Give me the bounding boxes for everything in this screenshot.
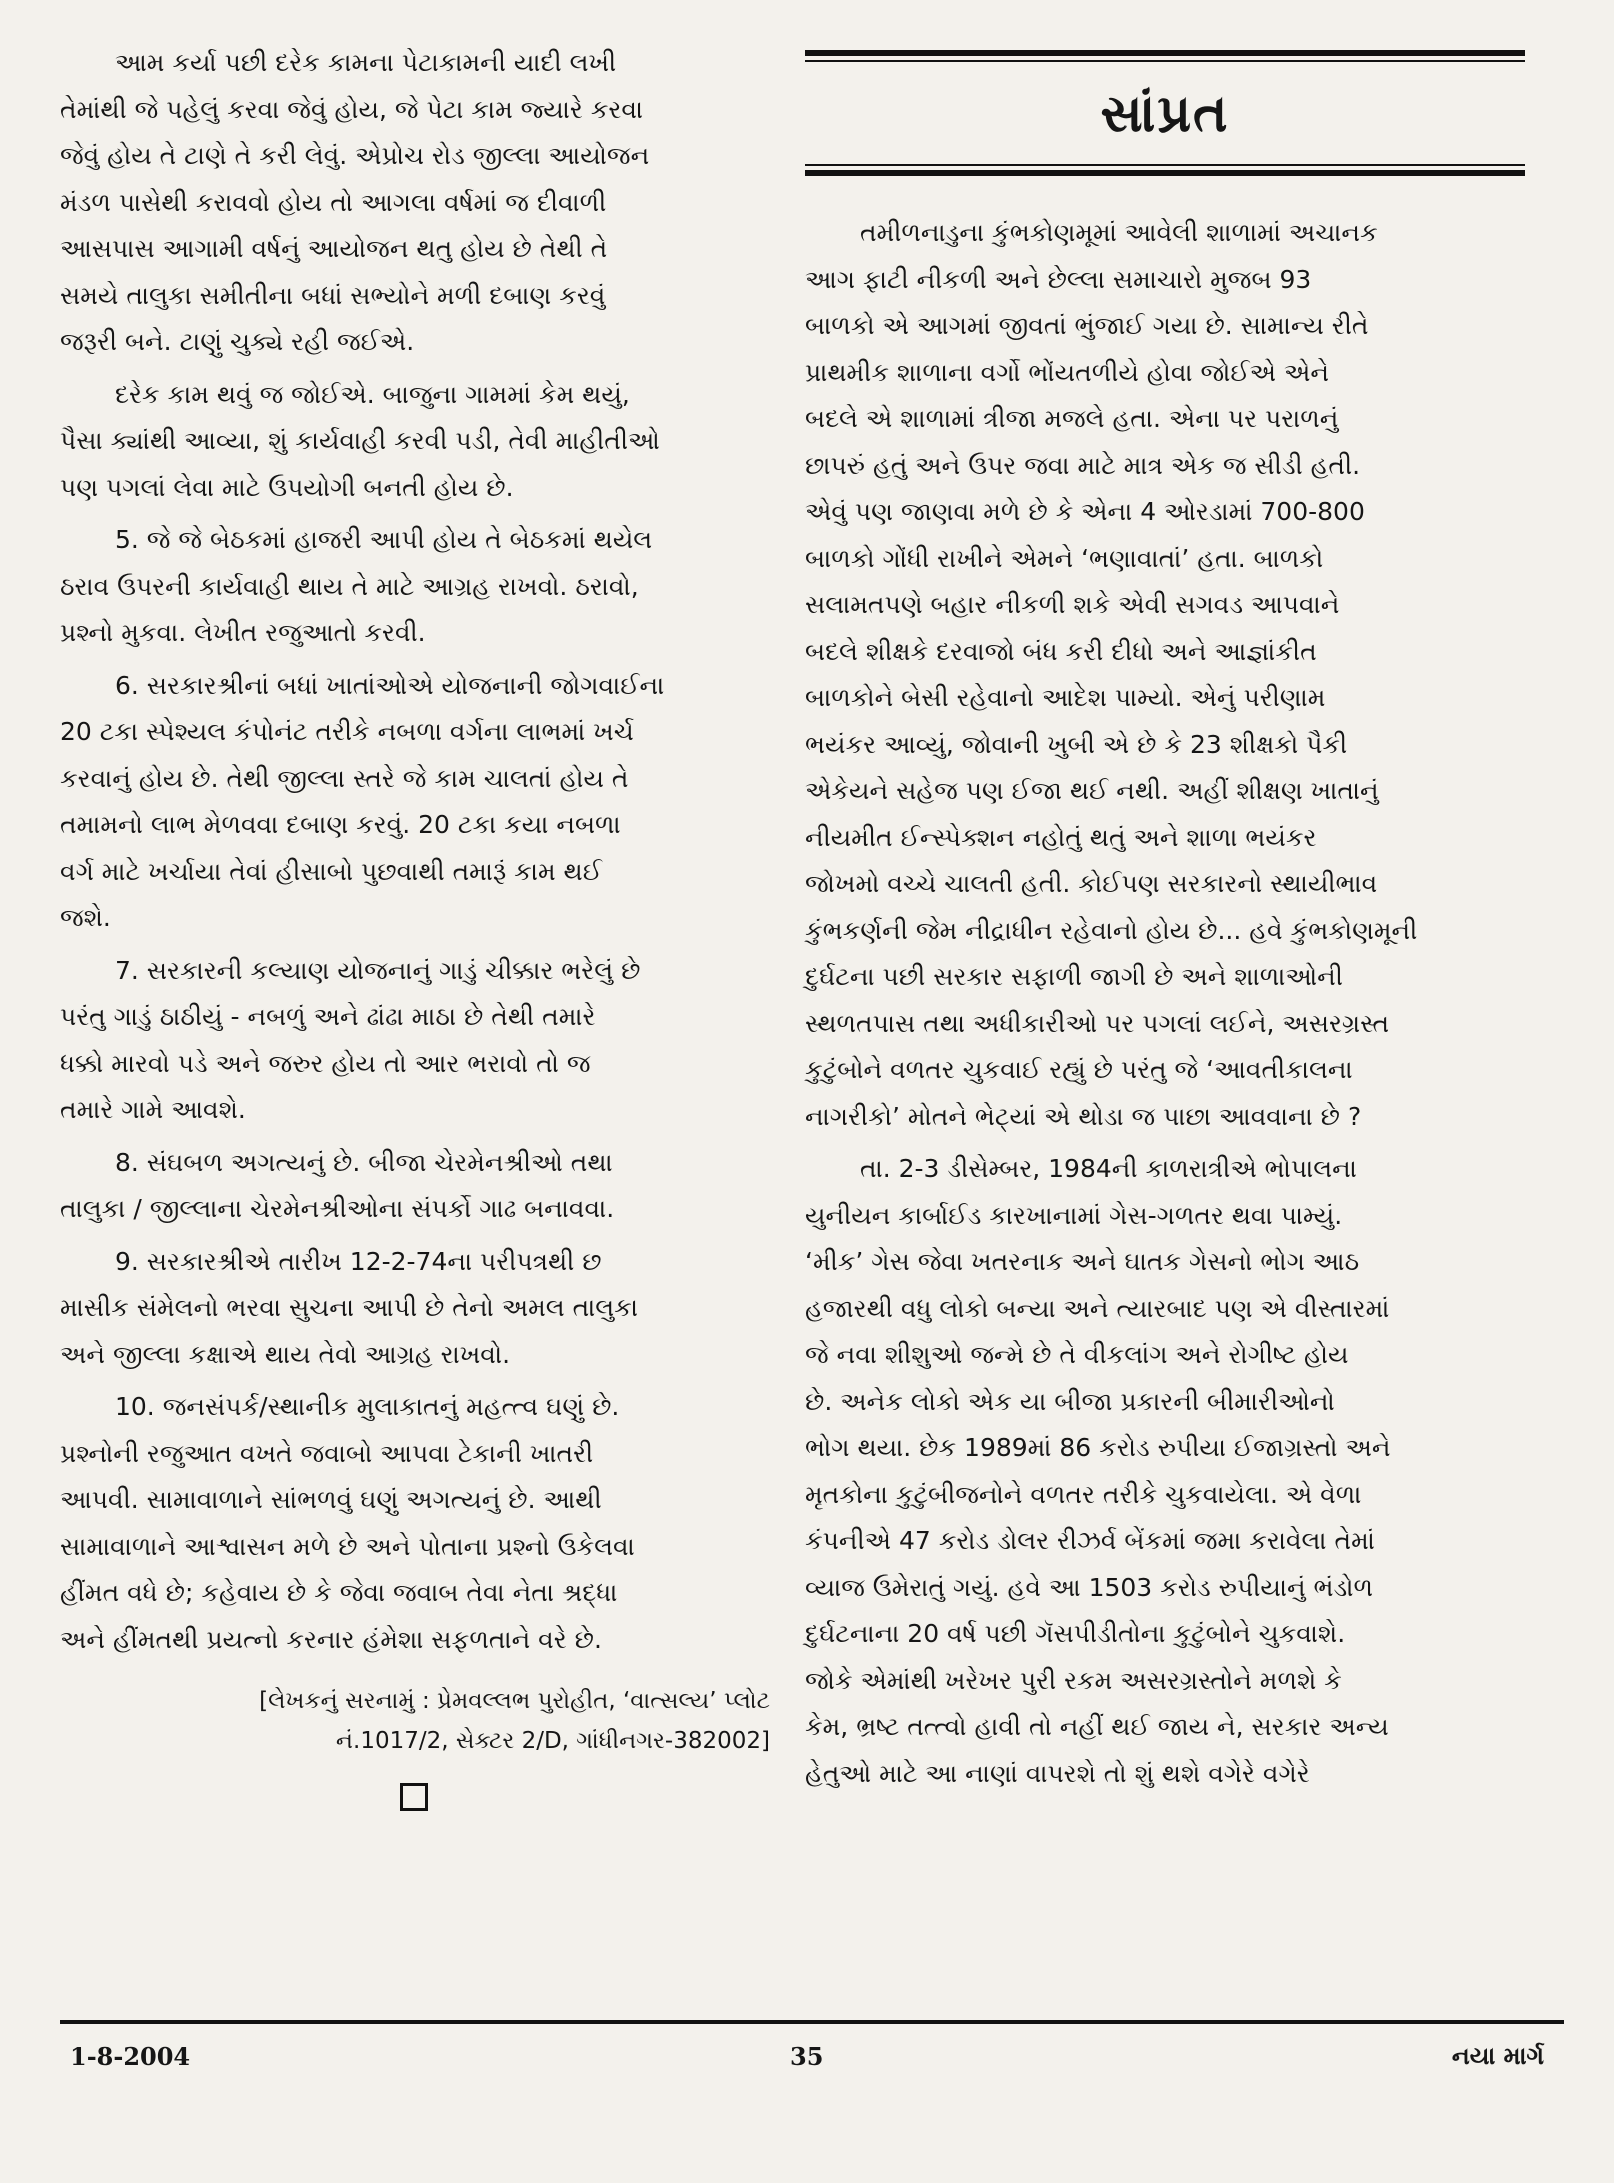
left-paragraph-1: આમ કર્યા પછી દરેક કામના પેટાકામની યાદી લખી તેમાંથી જે પહેલું કરવા જેવું હોય, જે પેટા કામ જ્યારે કરવા જેવું હોય તે ટાણે તે કરી લેવું. એપ્રોચ રોડ જીલ્લા આયોજન મંડળ પાસેથી કરાવવો હોય તો આગલા વર્ષમાં જ દીવાળી આસપાસ આગામી વર્ષનું આયોજન થતુ હોય છે તેથી તે સમયે તાલુકા સમીતીના બધાં સભ્યોને મળી દબાણ કરવું જરૂરી બને. ટાણું ચુક્યે રહી જઈએ. [60, 48, 650, 356]
header-rule-top-thin [805, 60, 1525, 62]
right-paragraph-2: તા. 2-3 ડીસેમ્બર, 1984ની કાળરાત્રીએ ભોપાલના યુનીયન કાર્બાઈડ કારખાનામાં ગેસ-ગળતર થવા પામ્યું. ‘મીક’ ગેસ જેવા ખતરનાક અને ઘાતક ગેસનો ભોગ આઠ હજારથી વધુ લોકો બન્યા અને ત્યારબાદ પણ એ વીસ્તારમાં જે નવા શીશુઓ જન્મે છે તે વીકલાંગ અને રોગીષ્ટ હોય છે. અનેક લોકો એક યા બીજા પ્રકારની બીમારીઓનો ભોગ થયા. છેક 1989માં 86 કરોડ રુપીયા ઈજાગ્રસ્તો અને મૃતકોના કુટુંબીજનોને વળતર તરીકે ચુકવાયેલા. એ વેળા કંપનીએ 47 કરોડ ડોલર રીઝર્વ બેંકમાં જમા કરાવેલા તેમાં વ્યાજ ઉમેરાતું ગયું. હવે આ 1503 કરોડ રુપીયાનું ભંડોળ દુર્ઘટનાના 20 વર્ષ પછી ગૅસપીડીતોના કુટુંબોને ચુકવાશે. જોકે એમાંથી ખરેખર પુરી રકમ અસરગ્રસ્તોને મળશે કે કેમ, ભ્રષ્ટ તત્ત્વો હાવી તો નહીં થઈ જાય ને, સરકાર અન્ય હેતુઓ માટે આ નાણાં વાપરશે તો શું થશે વગેરે વગેરે [805, 1154, 1391, 1788]
left-paragraph-7: 9. સરકારશ્રીએ તારીખ 12-2-74ના પરીપત્રથી છ માસીક સંમેલનો ભરવા સુચના આપી છે તેનો અમલ તાલુકા અને જીલ્લા કક્ષાએ થાય તેવો આગ્રહ રાખવો. [60, 1246, 638, 1369]
header-rule-bottom-thin [805, 164, 1525, 166]
section-header [805, 40, 1525, 190]
left-paragraph-6: 8. સંઘબળ અગત્યનું છે. બીજા ચેરમેનશ્રીઓ તથા તાલુકા / જીલ્લાના ચેરમેનશ્રીઓના સંપર્કો ગાઢ બનાવવા. [60, 1147, 615, 1223]
left-paragraph-5: 7. સરકારની કલ્યાણ યોજનાનું ગાડું ચીક્કાર ભરેલું છે પરંતુ ગાડું ઠાઠીયું - નબળું અને ઢાંઢા માઠા છે તેથી તમારે ધક્કો મારવો પડે અને જરુર હોય તો આર ભરાવો તો જ તમારે ગામે આવશે. [60, 955, 641, 1124]
page-number: 35 [790, 2042, 824, 2071]
author-address: [લેખકનું સરનામું : પ્રેમવલ્લભ પુરોહીત, ‘વાત્સલ્ય’ પ્લોટ નં.1017/2, સેક્ટર 2/D, ગાંધીનગર-382002] [259, 1688, 770, 1754]
header-rule-top-thick [805, 50, 1525, 56]
left-paragraph-8: 10. જનસંપર્ક/સ્થાનીક મુલાકાતનું મહત્ત્વ ઘણું છે. પ્રશ્નોની રજુઆત વખતે જવાબો આપવા ટેકાની ખાતરી આપવી. સામાવાળાને સાંભળવું ઘણું અગત્યનું છે. આથી સામાવાળાને આશ્વાસન મળે છે અને પોતાના પ્રશ્નો ઉકેલવા હીંમત વધે છે; કહેવાય છે કે જેવા જવાબ તેવા નેતા શ્રદ્ધા અને હીંમતથી પ્રયત્નો કરનાર હંમેશા સફળતાને વરે છે. [60, 1392, 635, 1654]
header-rule-bottom-thick [805, 170, 1525, 176]
left-column [60, 40, 770, 1811]
end-of-article-icon [400, 1783, 428, 1811]
right-paragraph-1: તમીળનાડુના કુંભકોણમૂમાં આવેલી શાળામાં અચાનક આગ ફાટી નીકળી અને છેલ્લા સમાચારો મુજબ 93 બાળકો એ આગમાં જીવતાં ભુંજાઈ ગયા છે. સામાન્ય રીતે પ્રાથમીક શાળાના વર્ગો ભોંયતળીયે હોવા જોઈએ એને બદલે એ શાળામાં ત્રીજા મજલે હતા. એના પર પરાળનું છાપરું હતું અને ઉપર જવા માટે માત્ર એક જ સીડી હતી. એવું પણ જાણવા મળે છે કે એના 4 ઓરડામાં 700-800 બાળકો ગોંધી રાખીને એમને ‘ભણાવાતાં’ હતા. બાળકો સલામતપણે બહાર નીકળી શકે એવી સગવડ આપવાને બદલે શીક્ષકે દરવાજો બંધ કરી દીધો અને આજ્ઞાંકીત બાળકોને બેસી રહેવાનો આદેશ પામ્યો. એનું પરીણામ ભયંકર આવ્યું, જોવાની ખુબી એ છે કે 23 શીક્ષકો પૈકી એકેયને સહેજ પણ ઈજા થઈ નથી. અહીં શીક્ષણ ખાતાનું નીયમીત ઈન્સ્પેક્શન નહોતું થતું અને શાળા ભયંકર જોખમો વચ્ચે ચાલતી હતી. કોઈપણ સરકારનો સ્થાયીભાવ કુંભકર્ણની જેમ નીદ્રાધીન રહેવાનો હોય છે... હવે કુંભકોણમૂની દુર્ઘટના પછી સરકાર સફાળી જાગી છે અને શાળાઓની સ્થળતપાસ તથા અધીકારીઓ પર પગલાં લઈને, અસરગ્રસ્ત કુટુંબોને વળતર ચુકવાઈ રહ્યું છે પરંતુ જે ‘આવતીકાલના નાગરીકો’ મોતને ભેટ્યાં એ થોડા જ પાછા આવવાના છે ? [805, 218, 1418, 1131]
left-paragraph-3: 5. જે જે બેઠકમાં હાજરી આપી હોય તે બેઠકમાં થયેલ ઠરાવ ઉપરની કાર્યવાહી થાય તે માટે આગ્રહ રાખવો. ઠરાવો, પ્રશ્નો મુકવા. લેખીત રજુઆતો કરવી. [60, 525, 653, 647]
section-title: સાંપ્રત [1100, 84, 1230, 144]
magazine-name: નયા માર્ગ [1451, 2042, 1544, 2070]
right-column [805, 40, 1525, 1803]
footer-rule [60, 2020, 1564, 2024]
left-paragraph-4: 6. સરકારશ્રીનાં બધાં ખાતાંઓએ યોજનાની જોગવાઈના 20 ટકા સ્પેશ્યલ કંપોનંટ તરીકે નબળા વર્ગના લાભમાં ખર્ચ કરવાનું હોય છે. તેથી જીલ્લા સ્તરે જે કામ ચાલતાં હોય તે તમામનો લાભ મેળવવા દબાણ કરવું. 20 ટકા કયા નબળા વર્ગ માટે ખર્ચાયા તેવાં હીસાબો પુછવાથી તમારૂં કામ થઈ જશે. [60, 670, 665, 932]
left-paragraph-2: દરેક કામ થવું જ જોઈએ. બાજુના ગામમાં કેમ થયું, પૈસા ક્યાંથી આવ્યા, શું કાર્યવાહી કરવી પડી, તેવી માહીતીઓ પણ પગલાં લેવા માટે ઉપયોગી બનતી હોય છે. [60, 379, 660, 502]
footer-date: 1-8-2004 [70, 2042, 191, 2071]
